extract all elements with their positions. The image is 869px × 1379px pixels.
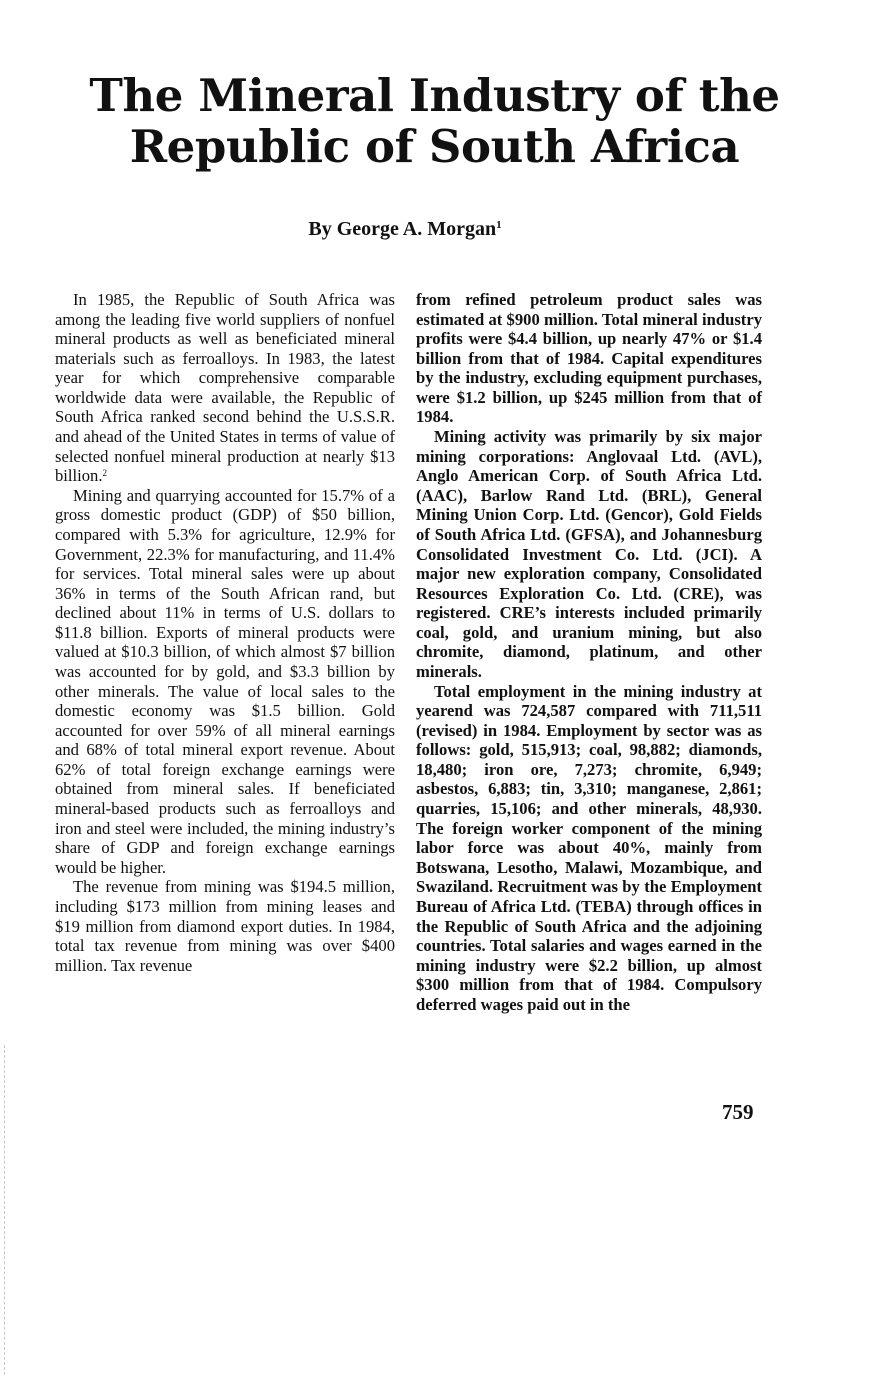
paragraph-mining-corporations: Mining activity was primarily by six major mining corporations: Anglovaal Ltd. (AVL), Anglo American Corp. of South Africa Ltd. (AAC), Barlow Rand Ltd. (BRL), General Mining Union Corp. Ltd. (Gencor), Gold Fields of South Africa Ltd. (GFSA), and Johannesburg Consolidated Investment Co. Ltd. (JCI). A major new exploration company, Consolidated Resources Exploration Co. Ltd. (CRE), was registered. CRE’s interests included primarily coal, gold, and uranium mining, but also chromite, diamond, platinum, and other minerals.	[416, 427, 762, 681]
article-title-line-2: Republic of South Africa	[129, 120, 740, 173]
page-number: 759	[722, 1100, 754, 1124]
paragraph-gdp-share: Mining and quarrying accounted for 15.7% of a gross domestic product (GDP) of $50 billion, compared with 5.3% for agriculture, 12.9% for Government, 22.3% for manufacturing, and 11.4% for services. Total mineral sales were up about 36% in terms of the South African rand, but declined about 11% in terms of U.S. dollars to $11.8 billion. Exports of mineral products were valued at $10.3 billion, of which almost $7 billion was accounted for by gold, and $3.3 billion by other minerals. The value of local sales to the domestic economy was $1.5 billion. Gold accounted for over 59% of all mineral earnings and 68% of total mineral export revenue. About 62% of total foreign exchange earnings were obtained from mineral sales. If beneficiated mineral-based products such as ferroalloys and iron and steel were included, the mining industry’s share of GDP and foreign exchange earnings would be higher.	[55, 485, 395, 877]
article-title-line-1: The Mineral Industry of the	[89, 69, 780, 122]
paragraph-employment: Total employment in the mining industry at yearend was 724,587 compared with 711,511 (revised) in 1984. Employment by sector was as follows: gold, 515,913; coal, 98,882; diamonds, 18,480; iron ore, 7,273; chromite, 6,949; asbestos, 6,883; tin, 3,310; manganese, 2,861; quarries, 15,106; and other minerals, 48,930. The foreign worker component of the mining labor force was about 40%, mainly from Botswana, Lesotho, Malawi, Mozambique, and Swaziland. Recruitment was by the Employment Bureau of Africa Ltd. (TEBA) through offices in the Republic of South Africa and the adjoining countries. Total salaries and wages earned in the mining industry were $2.2 billion, up almost $300 million from that of 1984. Compulsory deferred wages paid out in the	[416, 681, 762, 1014]
author-footnote-marker: 1	[496, 219, 502, 231]
author-name: By George A. Morgan	[308, 218, 497, 240]
article-title	[40, 70, 829, 172]
scan-edge-mark	[4, 1045, 7, 1375]
paragraph-text: In 1985, the Republic of South Africa was among the leading five world suppliers of nonfuel mineral products as well as beneficiated mineral materials such as ferroalloys. In 1983, the latest year for which comprehensive comparable worldwide data were available, the Republic of South Africa ranked second behind the U.S.S.R. and ahead of the United States in terms of value of selected nonfuel mineral production at nearly $13 billion.	[55, 290, 395, 486]
footnote-marker: 2	[102, 468, 107, 479]
paragraph-petroleum-tax: from refined petroleum product sales was estimated at $900 million. Total mineral industry profits were $4.4 billion, up nearly 47% or $1.4 billion from that of 1984. Capital expenditures by the industry, excluding equipment purchases, were $1.2 billion, up $245 million from that of 1984.	[416, 290, 762, 427]
right-text-column	[416, 290, 762, 1014]
author-byline	[0, 212, 810, 242]
paragraph-mining-revenue: The revenue from mining was $194.5 million, including $173 million from mining leases and $19 million from diamond export duties. In 1984, total tax revenue from mining was over $400 million. Tax revenue	[55, 877, 395, 975]
paragraph-mineral-suppliers	[55, 290, 395, 486]
left-text-column	[55, 290, 395, 975]
